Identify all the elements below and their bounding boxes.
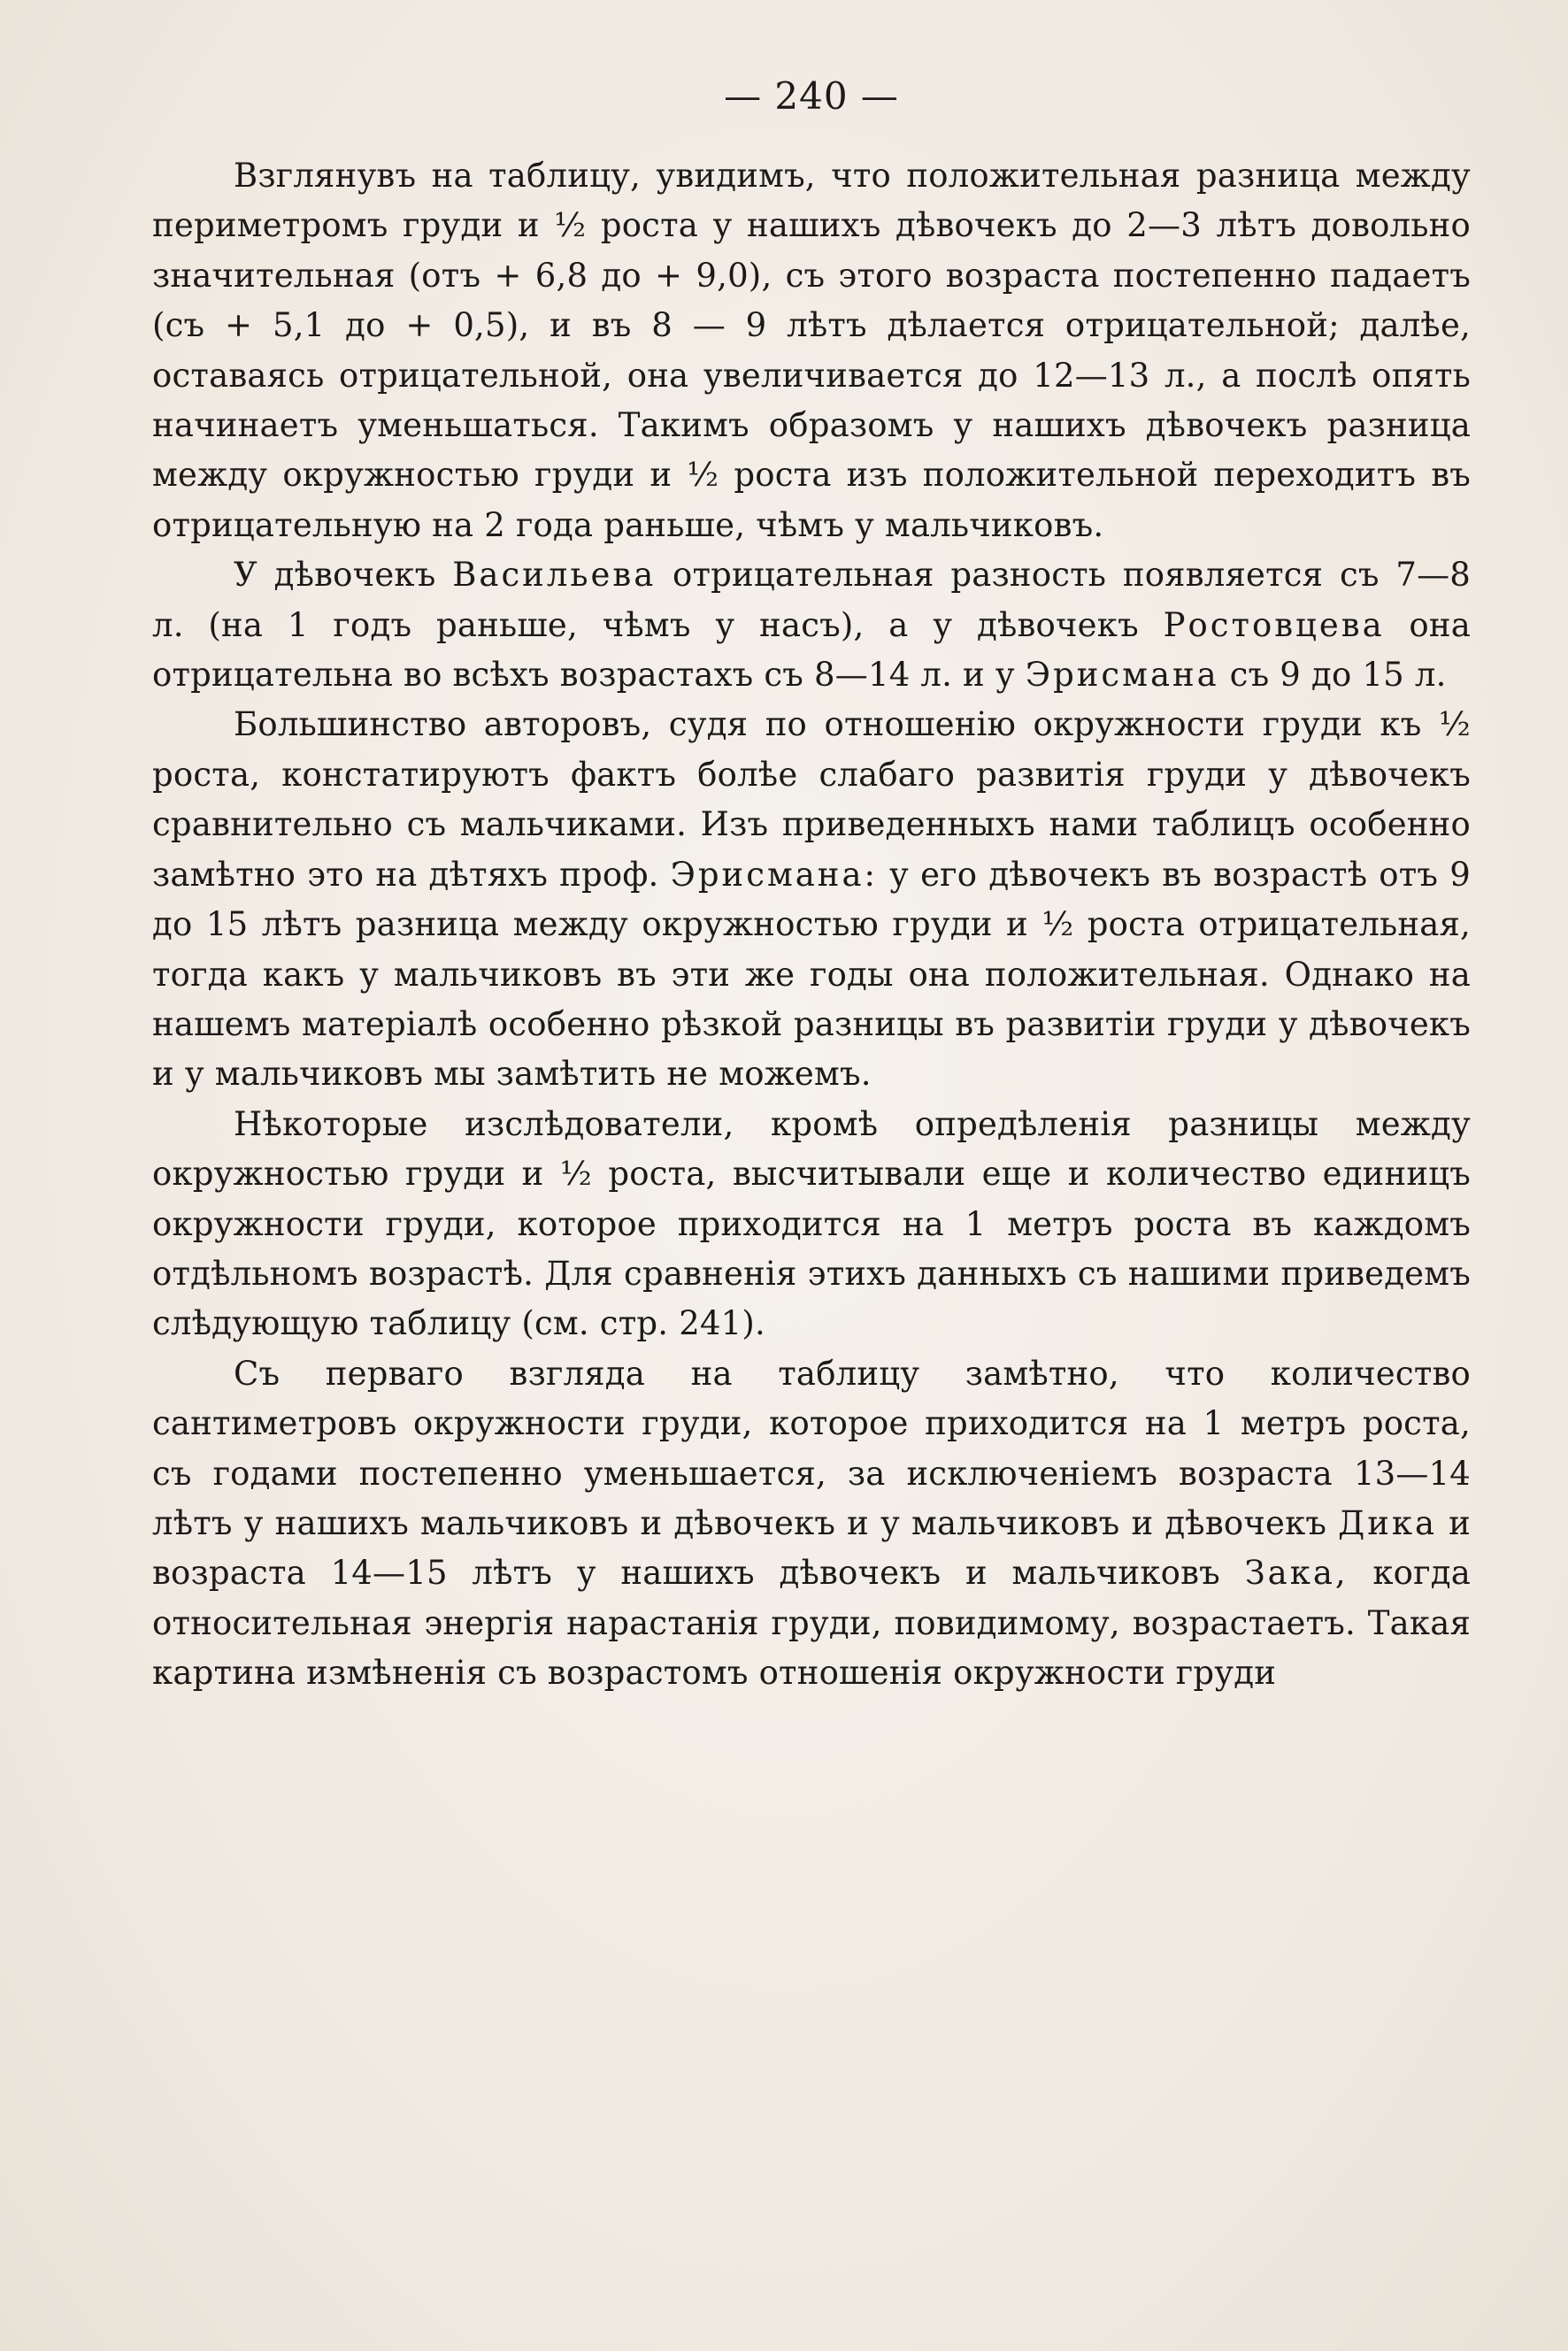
text-segment: она отрицательна во всѣхъ возрастахъ съ 8—14 л. и у — [152, 605, 1471, 695]
author-name-erisman: Эрисмана — [1025, 656, 1219, 695]
paragraph-2 — [152, 550, 1471, 700]
paragraph-1: Взглянувъ на таблицу, увидимъ, что положительная разница между периметромъ груди и ½ роста у нашихъ дѣвочекъ до 2—3 лѣтъ довольно значительная (отъ + 6,8 до + 9,0), съ этого возраста постепенно падаетъ (съ + 5,1 до + 0,5), и въ 8 — 9 лѣтъ дѣлается отрицательной; далѣе, оставаясь отрицательной, она увеличивается до 12—13 л., а послѣ опять начинаетъ уменьшаться. Такимъ образомъ у нашихъ дѣвочекъ разница между окружностью груди и ½ роста изъ положительной переходитъ въ отрицательную на 2 года раньше, чѣмъ у мальчиковъ. — [152, 157, 1471, 544]
author-name-dik: Дика — [1338, 1503, 1438, 1542]
paragraph-3 — [152, 700, 1471, 1099]
author-name-vasiliev: Васильева — [452, 556, 657, 595]
text-segment: когда относительная энергія нарастанія груди, повидимому, возрастаетъ. Такая картина измѣненія съ возрастомъ отношенія окружности груди — [152, 1554, 1471, 1693]
text-segment: съ 9 до 15 л. — [1218, 656, 1447, 695]
author-name-rostovtsev: Ростовцева — [1163, 605, 1385, 644]
paragraph-5 — [152, 1349, 1471, 1699]
text-segment: отрицательная разность появляется съ 7—8 л. (на 1 годъ раньше, чѣмъ у насъ), а у дѣвочекъ — [152, 556, 1472, 644]
body-text — [152, 151, 1471, 1699]
text-segment: у его дѣвочекъ въ возрастѣ отъ 9 до 15 лѣтъ разница между окружностью груди и ½ роста отрицательная, тогда какъ у мальчиковъ въ эти же годы она положительная. Однако на нашемъ матеріалѣ особенно рѣзкой разницы въ развитіи груди у дѣвочекъ и у мальчиковъ мы замѣтить не можемъ. — [152, 855, 1471, 1094]
text-segment: и возраста 14—15 лѣтъ у нашихъ дѣвочекъ и мальчиковъ — [152, 1503, 1471, 1593]
text-segment: У дѣвочекъ — [234, 556, 453, 595]
text-segment: Съ перваго взгляда на таблицу замѣтно, что количество сантиметровъ окружности груди, которое приходится на 1 метръ роста, съ годами постепенно уменьшается, за исключеніемъ возраста 13—14 лѣтъ у нашихъ мальчиковъ и дѣвочекъ и у мальчиковъ и дѣвочекъ — [152, 1354, 1471, 1542]
page-number: — 240 — — [724, 74, 899, 118]
author-name-erisman: Эрисмана: — [670, 855, 878, 894]
author-name-zak: Зака, — [1244, 1554, 1349, 1593]
text-segment: Большинство авторовъ, судя по отношенію окружности груди къ ½ роста, констатируютъ фактъ болѣе слабаго развитія груди у дѣвочекъ сравнительно съ мальчиками. Изъ приведенныхъ нами таблицъ особенно замѣтно это на дѣтяхъ проф. — [152, 705, 1471, 894]
paragraph-4: Нѣкоторые изслѣдователи, кромѣ опредѣленія разницы между окружностью груди и ½ роста, высчитывали еще и количество единицъ окружности груди, которое приходится на 1 метръ роста въ каждомъ отдѣльномъ возрастѣ. Для сравненія этихъ данныхъ съ нашими приведемъ слѣдующую таблицу (см. стр. 241). — [152, 1104, 1471, 1343]
